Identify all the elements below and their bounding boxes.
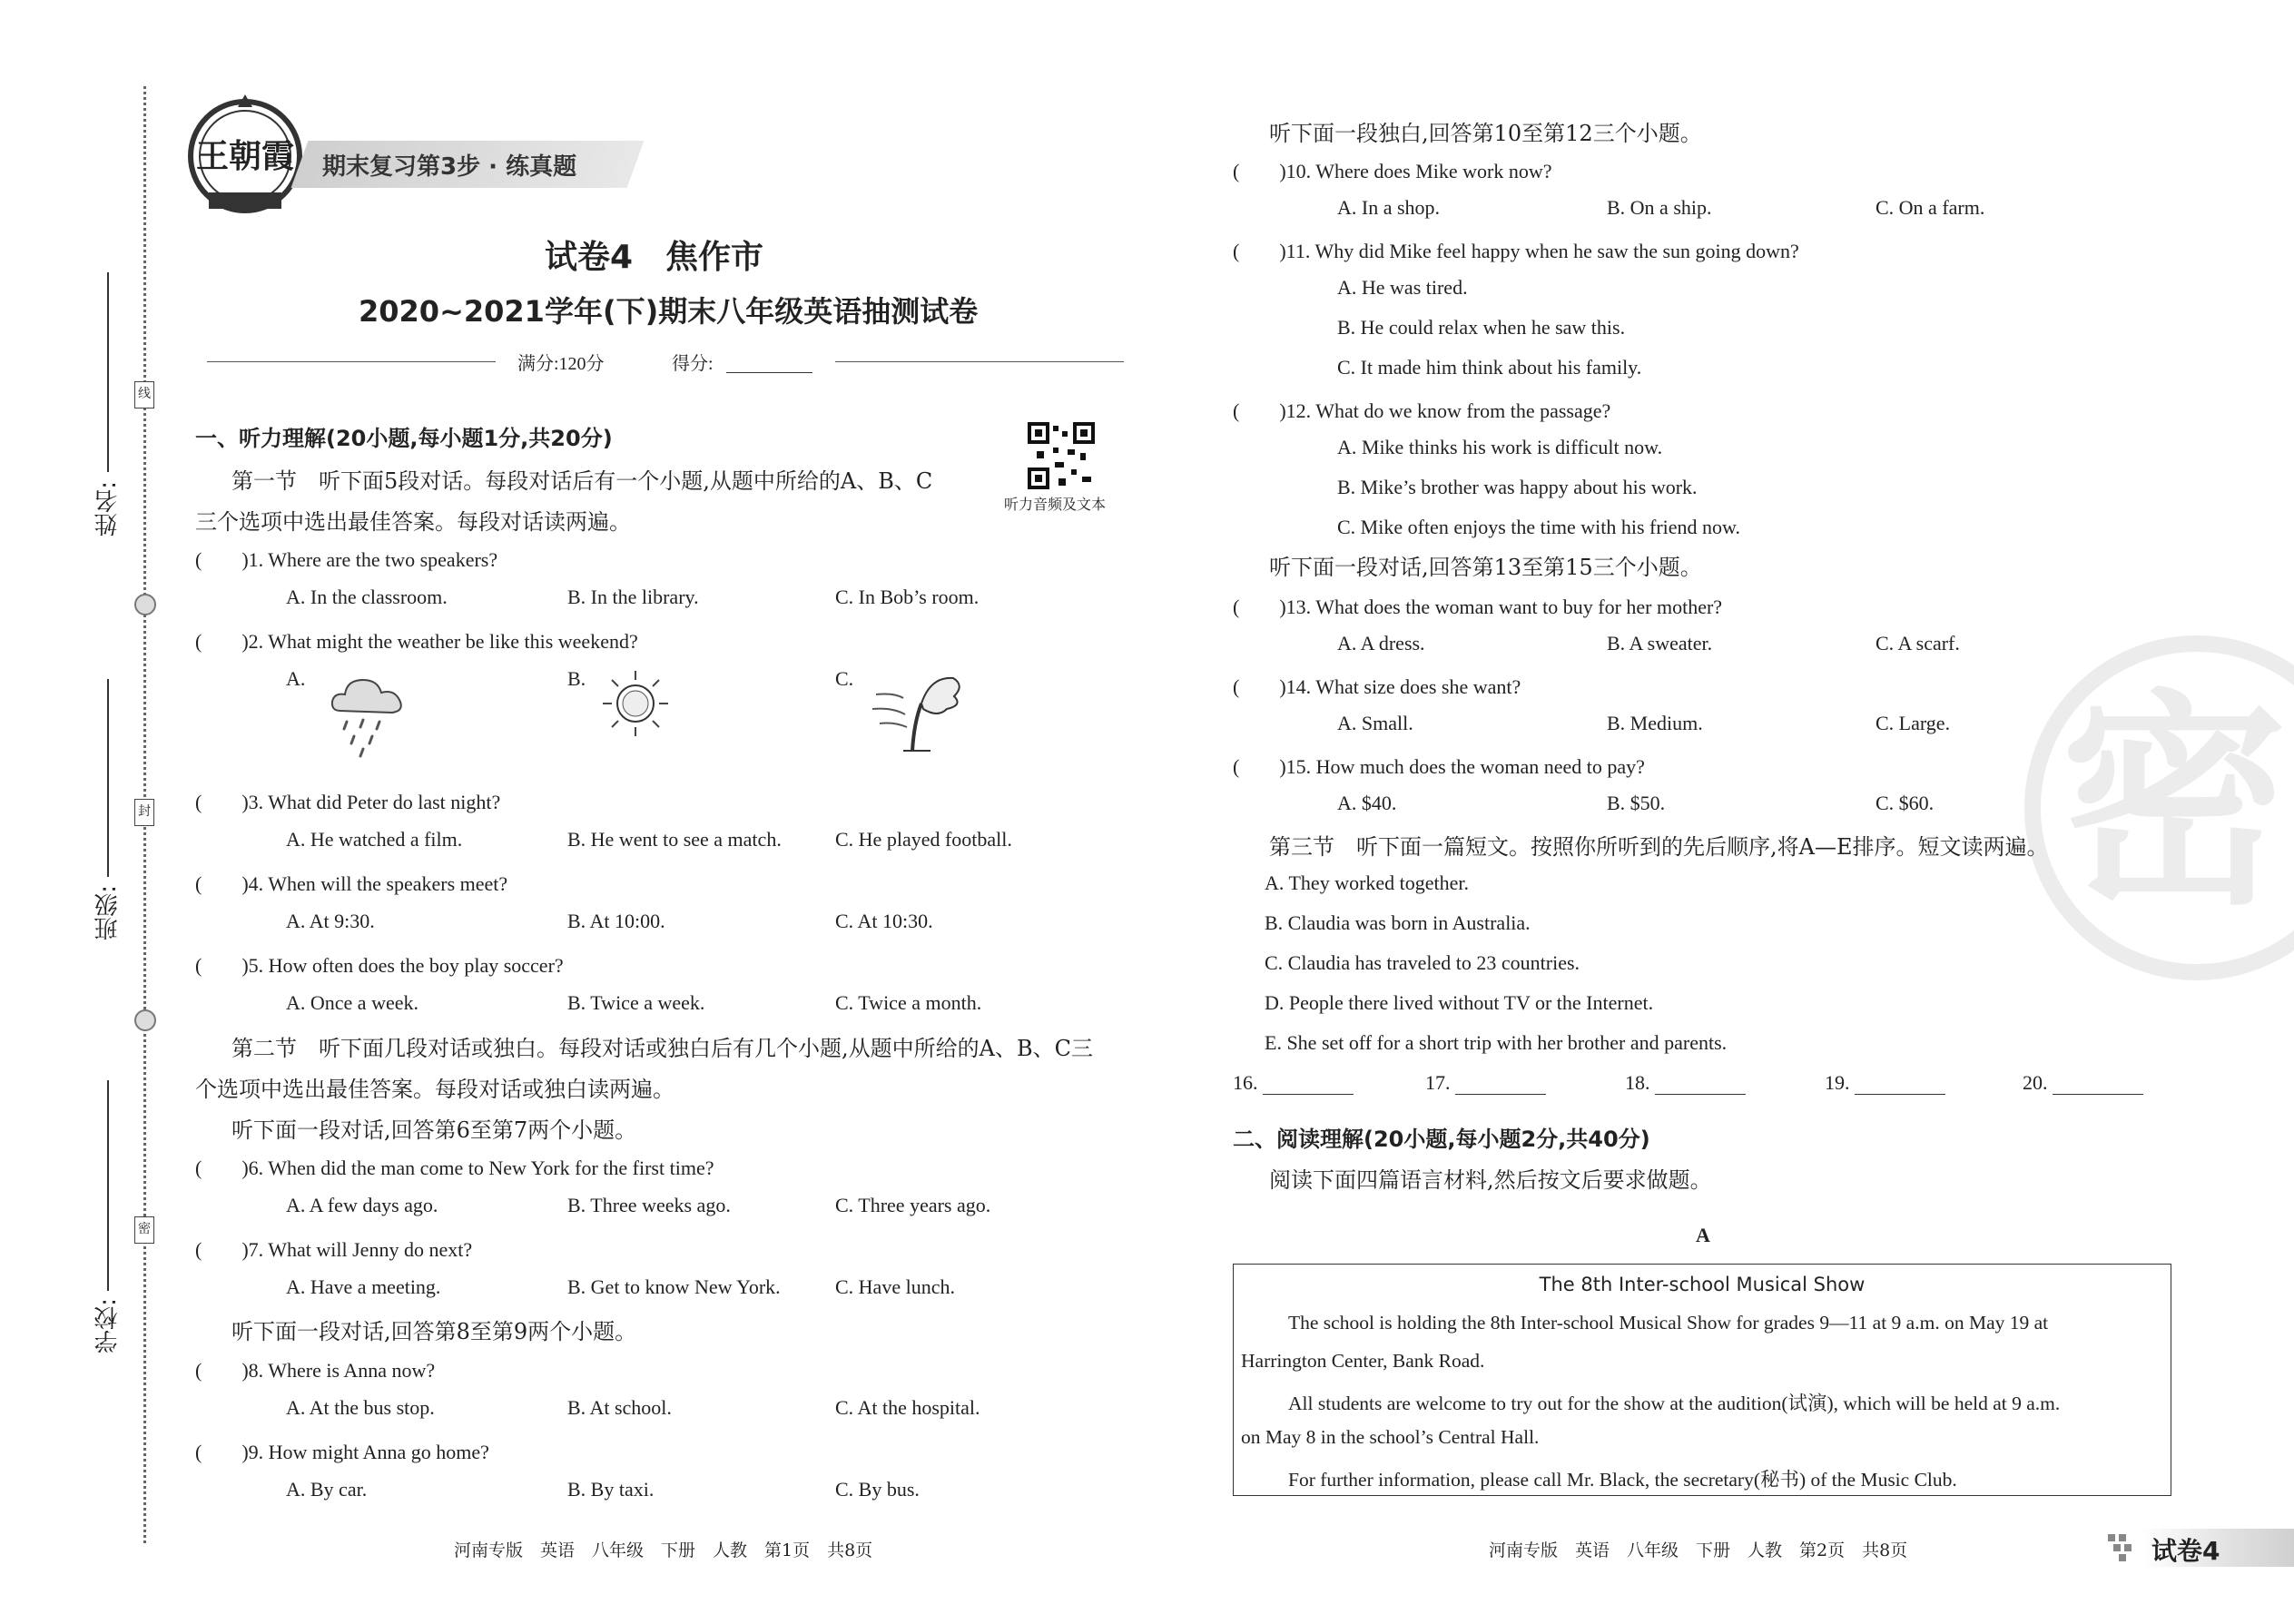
question-13: ( )13. What does the woman want to buy for her mother? bbox=[1233, 595, 1723, 618]
watermark-seal bbox=[2024, 635, 2294, 999]
part2-intro-line2: 个选项中选出最佳答案。每段对话或独白读两遍。 bbox=[195, 1077, 674, 1102]
q8-option-b[interactable]: B. At school. bbox=[567, 1396, 672, 1419]
question-3: ( )3. What did Peter do last night? bbox=[195, 791, 501, 813]
q5-option-c[interactable]: C. Twice a month. bbox=[835, 991, 982, 1014]
section2-intro: 阅读下面四篇语言材料,然后按文后要求做题。 bbox=[1269, 1167, 1712, 1193]
binding-mark-xian: 线 bbox=[134, 381, 154, 408]
footer-tag: 试卷4 bbox=[2151, 1536, 2220, 1566]
q15-option-a[interactable]: A. $40. bbox=[1337, 792, 1397, 814]
answer-blank-line[interactable] bbox=[1655, 1076, 1746, 1095]
answer-blank-line[interactable] bbox=[1855, 1076, 1945, 1095]
passage-line: For further information, please call Mr. Black, the secretary(秘书) of the Music Club. bbox=[1288, 1469, 1957, 1491]
q1-option-b[interactable]: B. In the library. bbox=[567, 586, 699, 608]
q13-option-b[interactable]: B. A sweater. bbox=[1607, 632, 1713, 655]
part1-intro-line2: 三个选项中选出最佳答案。每段对话读两遍。 bbox=[195, 509, 631, 535]
answer-blank-19[interactable] bbox=[1825, 1071, 1945, 1095]
part1-intro-line1: 第一节 听下面5段对话。每段对话后有一个小题,从题中所给的A、B、C bbox=[231, 468, 933, 494]
score-got-label: 得分: bbox=[672, 354, 714, 374]
qr-code[interactable] bbox=[1028, 422, 1095, 489]
part2-intro-line1: 第二节 听下面几段对话或独白。每段对话或独白后有几个小题,从题中所给的A、B、C三 bbox=[231, 1036, 1093, 1061]
q15-option-c[interactable]: C. $60. bbox=[1876, 792, 1935, 814]
answer-blank-line[interactable] bbox=[2053, 1076, 2143, 1095]
score-full: 满分:120分 bbox=[517, 354, 605, 374]
ordering-item-b: B. Claudia was born in Australia. bbox=[1265, 911, 1531, 934]
sub-heading-10-12: 听下面一段独白,回答第10至第12三个小题。 bbox=[1269, 121, 1702, 146]
question-9: ( )9. How might Anna go home? bbox=[195, 1441, 489, 1463]
q10-option-c[interactable]: C. On a farm. bbox=[1876, 196, 1985, 219]
class-label: 班级: bbox=[94, 885, 122, 940]
watermark-seal-text: 密 bbox=[2061, 671, 2288, 935]
ordering-item-a: A. They worked together. bbox=[1265, 871, 1470, 894]
q10-option-b[interactable]: B. On a ship. bbox=[1607, 196, 1712, 219]
q9-option-b[interactable]: B. By taxi. bbox=[567, 1478, 655, 1501]
brand-logo bbox=[182, 93, 309, 220]
passage-box-title: The 8th Inter-school Musical Show bbox=[1539, 1274, 1866, 1295]
score-rule-left bbox=[207, 361, 496, 362]
q12-option-a[interactable]: A. Mike thinks his work is difficult now. bbox=[1337, 436, 1663, 458]
answer-blank-16[interactable] bbox=[1233, 1071, 1354, 1095]
q9-option-a[interactable]: A. By car. bbox=[286, 1478, 368, 1501]
answer-blank-number: 20. bbox=[2023, 1071, 2048, 1094]
binding-ornament bbox=[134, 1009, 156, 1031]
question-4: ( )4. When will the speakers meet? bbox=[195, 872, 508, 895]
q4-option-c[interactable]: C. At 10:30. bbox=[835, 910, 933, 932]
q1-option-a[interactable]: A. In the classroom. bbox=[286, 586, 448, 608]
q8-option-c[interactable]: C. At the hospital. bbox=[835, 1396, 980, 1419]
rain-cloud-icon bbox=[327, 667, 409, 758]
q3-option-c[interactable]: C. He played football. bbox=[835, 828, 1012, 851]
q12-option-c[interactable]: C. Mike often enjoys the time with his friend now. bbox=[1337, 516, 1741, 538]
sub-heading-8-9: 听下面一段对话,回答第8至第9两个小题。 bbox=[231, 1319, 637, 1344]
section2-title: 二、阅读理解(20小题,每小题2分,共40分) bbox=[1233, 1127, 1650, 1152]
score-got-field[interactable] bbox=[726, 372, 812, 373]
q11-option-a[interactable]: A. He was tired. bbox=[1337, 276, 1468, 299]
paper-title: 试卷4 焦作市 bbox=[545, 239, 764, 276]
q13-option-a[interactable]: A. A dress. bbox=[1337, 632, 1425, 655]
step-label: 期末复习第3步 · 练真题 bbox=[322, 153, 577, 181]
q4-option-a[interactable]: A. At 9:30. bbox=[286, 910, 375, 932]
question-10: ( )10. Where does Mike work now? bbox=[1233, 160, 1552, 182]
q1-option-c[interactable]: C. In Bob’s room. bbox=[835, 586, 980, 608]
footer-right: 河南专版 英语 八年级 下册 人教 第2页 共8页 bbox=[1489, 1540, 1908, 1560]
question-15: ( )15. How much does the woman need to pay? bbox=[1233, 755, 1645, 778]
ordering-item-e: E. She set off for a short trip with her brother and parents. bbox=[1265, 1031, 1728, 1054]
school-label: 学校: bbox=[94, 1298, 122, 1353]
passage-line: The school is holding the 8th Inter-school Musical Show for grades 9—11 at 9 a.m. on May 19 at bbox=[1288, 1312, 2049, 1334]
q2-option-b[interactable]: B. bbox=[567, 667, 586, 690]
q7-option-b[interactable]: B. Get to know New York. bbox=[567, 1275, 781, 1298]
q6-option-a[interactable]: A. A few days ago. bbox=[286, 1194, 438, 1216]
q9-option-c[interactable]: C. By bus. bbox=[835, 1478, 920, 1501]
class-field[interactable] bbox=[107, 679, 109, 877]
q10-option-a[interactable]: A. In a shop. bbox=[1337, 196, 1441, 219]
windy-tree-icon bbox=[867, 667, 967, 753]
answer-blank-number: 16. bbox=[1233, 1071, 1258, 1094]
question-12: ( )12. What do we know from the passage? bbox=[1233, 399, 1611, 422]
passage-line: Harrington Center, Bank Road. bbox=[1241, 1350, 1485, 1372]
question-11: ( )11. Why did Mike feel happy when he saw the sun going down? bbox=[1233, 240, 1799, 262]
passage-box bbox=[1233, 1264, 2171, 1496]
name-label: 姓名: bbox=[94, 481, 122, 536]
sub-heading-6-7: 听下面一段对话,回答第6至第7两个小题。 bbox=[231, 1117, 637, 1143]
binding-mark-mi: 密 bbox=[134, 1216, 154, 1244]
question-8: ( )8. Where is Anna now? bbox=[195, 1359, 436, 1382]
section1-title: 一、听力理解(20小题,每小题1分,共20分) bbox=[195, 426, 613, 451]
q11-option-c[interactable]: C. It made him think about his family. bbox=[1337, 356, 1642, 379]
q7-option-a[interactable]: A. Have a meeting. bbox=[286, 1275, 441, 1298]
brand-logo-text: 王朝霞 bbox=[195, 137, 294, 175]
passage-line: All students are welcome to try out for the show at the audition(试演), which will be held at 9 a.m. bbox=[1288, 1393, 2061, 1414]
q2-option-a[interactable]: A. bbox=[286, 667, 306, 690]
answer-blank-18[interactable] bbox=[1625, 1071, 1746, 1095]
q12-option-b[interactable]: B. Mike’s brother was happy about his work. bbox=[1337, 476, 1698, 498]
binding-ornament bbox=[134, 594, 156, 615]
part3-intro: 第三节 听下面一篇短文。按照你所听到的先后顺序,将A—E排序。短文读两遍。 bbox=[1269, 834, 2049, 860]
question-7: ( )7. What will Jenny do next? bbox=[195, 1238, 473, 1261]
answer-blank-20[interactable] bbox=[2023, 1071, 2143, 1095]
q5-option-a[interactable]: A. Once a week. bbox=[286, 991, 418, 1014]
q15-option-b[interactable]: B. $50. bbox=[1607, 792, 1666, 814]
q14-option-b[interactable]: B. Medium. bbox=[1607, 712, 1703, 734]
answer-blank-line[interactable] bbox=[1455, 1076, 1546, 1095]
binding-mark-feng: 封 bbox=[134, 799, 154, 826]
ordering-item-d: D. People there lived without TV or the Internet. bbox=[1265, 991, 1654, 1014]
q5-option-b[interactable]: B. Twice a week. bbox=[567, 991, 705, 1014]
q14-option-a[interactable]: A. Small. bbox=[1337, 712, 1413, 734]
passage-letter: A bbox=[1696, 1224, 1710, 1246]
answer-blank-17[interactable] bbox=[1425, 1071, 1546, 1095]
q7-option-c[interactable]: C. Have lunch. bbox=[835, 1275, 955, 1298]
question-5: ( )5. How often does the boy play soccer? bbox=[195, 954, 564, 977]
footer-left: 河南专版 英语 八年级 下册 人教 第1页 共8页 bbox=[454, 1540, 873, 1560]
q3-option-a[interactable]: A. He watched a film. bbox=[286, 828, 463, 851]
sub-heading-13-15: 听下面一段对话,回答第13至第15三个小题。 bbox=[1269, 555, 1702, 580]
q4-option-b[interactable]: B. At 10:00. bbox=[567, 910, 665, 932]
q13-option-c[interactable]: C. A scarf. bbox=[1876, 632, 1960, 655]
answer-blank-number: 17. bbox=[1425, 1071, 1451, 1094]
ordering-item-c: C. Claudia has traveled to 23 countries. bbox=[1265, 951, 1580, 974]
q6-option-c[interactable]: C. Three years ago. bbox=[835, 1194, 991, 1216]
q8-option-a[interactable]: A. At the bus stop. bbox=[286, 1396, 435, 1419]
answer-blank-line[interactable] bbox=[1263, 1076, 1354, 1095]
q14-option-c[interactable]: C. Large. bbox=[1876, 712, 1951, 734]
answer-blank-number: 18. bbox=[1625, 1071, 1650, 1094]
q6-option-b[interactable]: B. Three weeks ago. bbox=[567, 1194, 731, 1216]
name-field[interactable] bbox=[107, 272, 109, 472]
question-14: ( )14. What size does she want? bbox=[1233, 675, 1521, 698]
footer-dots-icon bbox=[2108, 1534, 2139, 1561]
passage-line: on May 8 in the school’s Central Hall. bbox=[1241, 1426, 1540, 1448]
answer-blank-number: 19. bbox=[1825, 1071, 1850, 1094]
sun-icon bbox=[599, 667, 672, 740]
question-6: ( )6. When did the man come to New York for the first time? bbox=[195, 1156, 714, 1179]
exam-title: 2020~2021学年(下)期末八年级英语抽测试卷 bbox=[359, 294, 979, 329]
school-field[interactable] bbox=[107, 1080, 109, 1291]
q3-option-b[interactable]: B. He went to see a match. bbox=[567, 828, 782, 851]
score-rule-right bbox=[835, 361, 1124, 362]
q11-option-b[interactable]: B. He could relax when he saw this. bbox=[1337, 316, 1626, 339]
qr-label: 听力音频及文本 bbox=[1004, 496, 1107, 513]
q2-option-c[interactable]: C. bbox=[835, 667, 854, 690]
question-2: ( )2. What might the weather be like this weekend? bbox=[195, 630, 638, 653]
question-1: ( )1. Where are the two speakers? bbox=[195, 548, 498, 571]
